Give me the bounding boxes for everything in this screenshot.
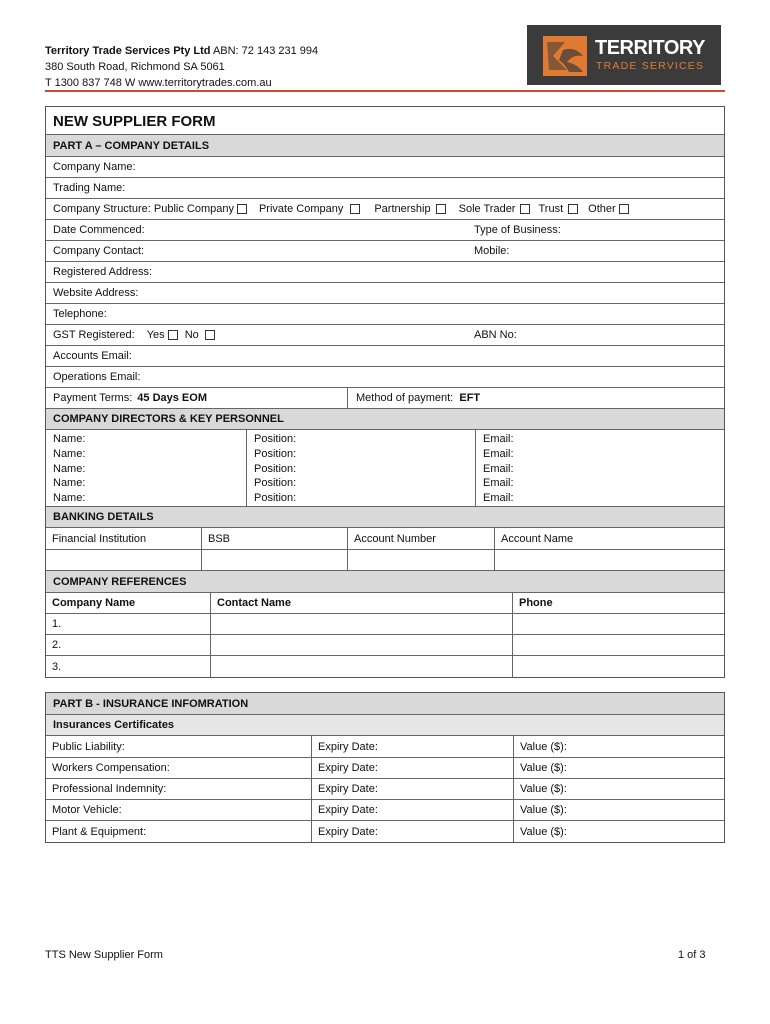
- type-of-business-label: Type of Business:: [474, 224, 561, 236]
- ref-company-input[interactable]: 2.: [46, 635, 211, 655]
- company-contact-row[interactable]: [46, 241, 724, 262]
- banking-heading: BANKING DETAILS: [46, 507, 724, 528]
- insurance-row: [46, 821, 724, 842]
- telephone-field[interactable]: [46, 304, 724, 325]
- payment-terms-label: Payment Terms:: [53, 392, 133, 404]
- gst-label: GST Registered:: [53, 329, 135, 341]
- sole-trader-label: Sole Trader: [458, 203, 516, 215]
- structure-label: Company Structure: Public Company: [53, 203, 234, 215]
- part-b-form: [45, 692, 725, 843]
- abn-no-label: ABN No:: [474, 329, 517, 341]
- personnel-email-1: Email:: [483, 433, 514, 445]
- ref-contact-input[interactable]: [211, 635, 513, 655]
- ref-col-contact: Contact Name: [211, 593, 513, 613]
- private-company-checkbox[interactable]: [350, 204, 360, 214]
- bank-col-account-number: Account Number: [348, 528, 495, 549]
- ref-col-company: Company Name: [46, 593, 211, 613]
- insurance-value[interactable]: Value ($):: [520, 804, 567, 816]
- insurance-expiry[interactable]: Expiry Date:: [312, 758, 514, 778]
- method-of-payment: [356, 388, 480, 408]
- bank-account-number-input[interactable]: [348, 550, 495, 570]
- bank-institution-input[interactable]: [46, 550, 202, 570]
- other-label: Other: [588, 203, 616, 215]
- partnership-label: Partnership: [374, 203, 431, 215]
- insurance-type: Plant & Equipment:: [46, 821, 312, 842]
- insurance-type: Professional Indemnity:: [46, 779, 312, 799]
- mobile-label: Mobile:: [474, 245, 510, 257]
- personnel-emails[interactable]: [476, 430, 724, 506]
- personnel-position-2: Position:: [254, 447, 297, 460]
- date-commenced-label: Date Commenced:: [53, 224, 145, 236]
- personnel-email-5: Email:: [483, 492, 514, 505]
- insurance-value[interactable]: Value ($):: [520, 825, 567, 838]
- bank-col-institution: Financial Institution: [46, 528, 202, 549]
- accounts-email-field[interactable]: [46, 346, 724, 367]
- partnership-checkbox[interactable]: [436, 204, 446, 214]
- personnel-positions[interactable]: [247, 430, 476, 506]
- public-company-checkbox[interactable]: [237, 204, 247, 214]
- ref-phone-input[interactable]: [513, 635, 724, 655]
- banking-entry-row: [46, 550, 724, 571]
- references-header-row: [46, 593, 724, 614]
- company-contact: T 1300 837 748 W www.territorytrades.com.au: [45, 77, 272, 89]
- method-label: Method of payment:: [356, 392, 454, 404]
- reference-row: [46, 614, 724, 635]
- form-title: NEW SUPPLIER FORM: [46, 107, 724, 135]
- insurance-expiry[interactable]: Expiry Date:: [312, 821, 514, 842]
- company-abn: ABN: 72 143 231 994: [212, 45, 319, 57]
- personnel-email-2: Email:: [483, 447, 514, 460]
- website-label: Website Address:: [53, 287, 139, 299]
- method-value: EFT: [459, 392, 481, 404]
- gst-yes-label: Yes: [146, 329, 165, 341]
- reference-row: [46, 635, 724, 656]
- territory-logo: [527, 25, 721, 85]
- insurance-row: [46, 800, 724, 821]
- personnel-name-1: Name:: [53, 433, 86, 445]
- references-heading: COMPANY REFERENCES: [46, 571, 724, 593]
- insurance-value[interactable]: Value ($):: [520, 740, 567, 753]
- ref-company-input[interactable]: 3.: [46, 656, 211, 677]
- letterhead: [45, 43, 318, 91]
- personnel-position-5: Position:: [254, 492, 297, 505]
- personnel-position-3: Position:: [254, 462, 297, 475]
- sole-trader-checkbox[interactable]: [520, 204, 530, 214]
- header-divider: [45, 90, 725, 92]
- personnel-position-4: Position:: [254, 477, 297, 490]
- website-field[interactable]: [46, 283, 724, 304]
- registered-address-label: Registered Address:: [53, 266, 153, 278]
- trading-name-field[interactable]: [46, 178, 724, 199]
- payment-terms-value: 45 Days EOM: [137, 392, 207, 404]
- logo-mark-icon: [543, 36, 587, 76]
- insurance-expiry[interactable]: Expiry Date:: [312, 779, 514, 799]
- ref-phone-input[interactable]: [513, 614, 724, 634]
- personnel-name-4: Name:: [53, 477, 86, 490]
- ref-contact-input[interactable]: [211, 656, 513, 677]
- footer-page-number: 1 of 3: [678, 949, 706, 961]
- payment-divider: [347, 388, 348, 408]
- company-structure-field: [46, 199, 724, 220]
- gst-no-checkbox[interactable]: [205, 330, 215, 340]
- insurance-type: Workers Compensation:: [46, 758, 312, 778]
- part-a-heading: PART A – COMPANY DETAILS: [46, 135, 724, 157]
- personnel-position-1: Position:: [254, 433, 297, 445]
- ref-company-input[interactable]: 1.: [46, 614, 211, 634]
- gst-row: [46, 325, 724, 346]
- insurance-expiry[interactable]: Expiry Date:: [312, 736, 514, 757]
- personnel-email-4: Email:: [483, 477, 514, 490]
- insurance-type: Public Liability:: [46, 736, 312, 757]
- gst-no-label: No: [184, 329, 199, 341]
- bank-col-bsb: BSB: [202, 528, 348, 549]
- insurance-row: [46, 758, 724, 779]
- reference-row: [46, 656, 724, 677]
- operations-email-label: Operations Email:: [53, 371, 141, 383]
- insurance-row: [46, 736, 724, 758]
- bank-bsb-input[interactable]: [202, 550, 348, 570]
- operations-email-field[interactable]: [46, 367, 724, 388]
- insurance-type: Motor Vehicle:: [46, 800, 312, 820]
- trust-label: Trust: [538, 203, 564, 215]
- ref-col-phone: Phone: [519, 597, 553, 609]
- gst-yes-checkbox[interactable]: [168, 330, 178, 340]
- footer-form-name: TTS New Supplier Form: [45, 949, 163, 961]
- bank-account-name-input[interactable]: [495, 550, 724, 570]
- personnel-heading: COMPANY DIRECTORS & KEY PERSONNEL: [46, 409, 724, 430]
- trust-checkbox[interactable]: [568, 204, 578, 214]
- ref-phone-input[interactable]: [513, 656, 724, 677]
- banking-header-row: [46, 528, 724, 550]
- insurance-subheading: Insurances Certificates: [46, 715, 724, 736]
- logo-line2: TRADE SERVICES: [596, 60, 705, 72]
- telephone-label: Telephone:: [53, 308, 107, 320]
- personnel-name-2: Name:: [53, 447, 86, 460]
- insurance-row: [46, 779, 724, 800]
- company-address: 380 South Road, Richmond SA 5061: [45, 61, 225, 73]
- registered-address-field[interactable]: [46, 262, 724, 283]
- personnel-name-3: Name:: [53, 462, 86, 475]
- other-checkbox[interactable]: [619, 204, 629, 214]
- part-a-form: [45, 106, 725, 678]
- bank-col-account-name: Account Name: [501, 532, 574, 545]
- company-name-field[interactable]: [46, 157, 724, 178]
- company-name: Territory Trade Services Pty Ltd: [45, 45, 211, 57]
- insurance-value[interactable]: Value ($):: [520, 762, 567, 774]
- accounts-email-label: Accounts Email:: [53, 350, 132, 362]
- payment-row: [46, 388, 724, 409]
- personnel-name-5: Name:: [53, 492, 86, 505]
- trading-name-label: Trading Name:: [53, 182, 126, 194]
- personnel-email-3: Email:: [483, 462, 514, 475]
- part-b-heading: PART B - INSURANCE INFOMRATION: [46, 693, 724, 715]
- insurance-expiry[interactable]: Expiry Date:: [312, 800, 514, 820]
- insurance-value[interactable]: Value ($):: [520, 783, 567, 795]
- personnel-table: [46, 430, 724, 507]
- company-contact-label: Company Contact:: [53, 245, 145, 257]
- logo-line1: TERRITORY: [595, 37, 705, 59]
- private-company-label: Private Company: [258, 203, 344, 215]
- date-commenced-row[interactable]: [46, 220, 724, 241]
- personnel-names[interactable]: [46, 430, 247, 506]
- company-name-label: Company Name:: [53, 161, 136, 173]
- ref-contact-input[interactable]: [211, 614, 513, 634]
